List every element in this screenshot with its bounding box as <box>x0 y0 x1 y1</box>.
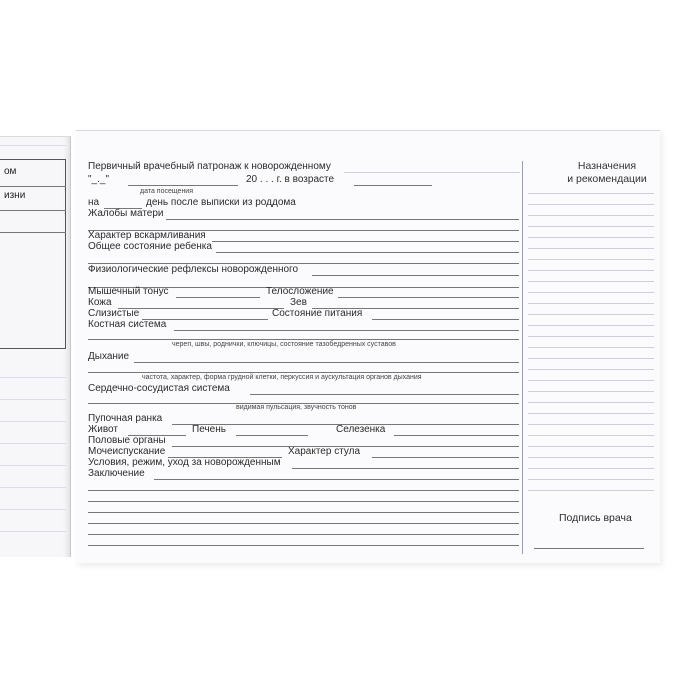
header-fill-line[interactable] <box>344 172 520 173</box>
ruled-line <box>0 443 66 444</box>
after-discharge-label: день после выписки из роддома <box>146 197 296 208</box>
spleen-fill-line[interactable] <box>394 435 519 436</box>
complaints-label: Жалобы матери <box>88 208 164 219</box>
general-condition-label: Общее состояние ребенка <box>88 241 212 252</box>
fill-line[interactable] <box>88 372 519 373</box>
reflexes-label: Физиологические рефлексы новорожденного <box>88 264 299 275</box>
ruled-line <box>0 465 66 466</box>
form-page <box>76 130 660 563</box>
left-page <box>0 136 71 557</box>
cardio-label: Сердечно-сосудистая система <box>88 383 230 394</box>
conclusion-fill-line[interactable] <box>154 479 519 480</box>
conditions-label: Условия, режим, уход за новорожденным <box>88 457 281 468</box>
reflexes-fill-line[interactable] <box>312 275 519 276</box>
recommendation-rule <box>528 424 654 425</box>
recommendations-heading <box>546 160 668 186</box>
muscle-tone-label: Мышечный тонус <box>88 286 169 297</box>
date-prefix: "_._" <box>88 174 110 185</box>
recommendation-rule <box>528 413 654 414</box>
year-age-label: 20 . . . г. в возрасте <box>246 174 335 185</box>
ruled-line <box>0 377 66 378</box>
muscle-tone-fill-line[interactable] <box>176 297 260 298</box>
fill-line[interactable] <box>88 534 519 535</box>
recommendation-rule <box>528 490 654 491</box>
pharynx-label: Зев <box>290 297 307 308</box>
recommendation-rule <box>528 270 654 271</box>
recommendation-rule <box>528 193 654 194</box>
recommendation-rule <box>528 215 654 216</box>
liver-label: Печень <box>192 424 226 435</box>
age-fill-line[interactable] <box>354 185 432 186</box>
umbilical-label: Пупочная ранка <box>88 413 163 424</box>
table-line <box>0 210 66 211</box>
recommendation-rule <box>528 204 654 205</box>
recommendation-rule <box>528 358 654 359</box>
recommendation-rule <box>528 259 654 260</box>
general-condition-fill-line[interactable] <box>216 252 519 253</box>
skin-label: Кожа <box>88 297 112 308</box>
complaints-fill-line[interactable] <box>166 219 519 220</box>
cardio-fill-line[interactable] <box>250 394 519 395</box>
recommendation-rule <box>528 336 654 337</box>
left-page-text: ом <box>4 166 17 177</box>
recommendation-rule <box>528 281 654 282</box>
bones-caption: череп, швы, роднички, ключицы, состояние тазобедренных суставов <box>172 341 396 348</box>
fill-line[interactable] <box>88 545 519 546</box>
recommendation-rule <box>528 314 654 315</box>
date-fill-line[interactable] <box>128 185 238 186</box>
breathing-fill-line[interactable] <box>134 362 519 363</box>
fill-line[interactable] <box>88 490 519 491</box>
build-fill-line[interactable] <box>338 297 519 298</box>
liver-fill-line[interactable] <box>236 435 308 436</box>
recommendation-rule <box>528 457 654 458</box>
recommendation-rule <box>528 446 654 447</box>
recommendation-rule <box>528 380 654 381</box>
recommendation-rule <box>528 468 654 469</box>
table-line <box>0 232 66 233</box>
feeding-fill-line[interactable] <box>212 241 519 242</box>
ruled-line <box>0 399 66 400</box>
signature-label: Подпись врача <box>559 512 632 524</box>
recommendation-rule <box>528 435 654 436</box>
stool-label: Характер стула <box>288 446 361 457</box>
build-label: Телосложение <box>266 286 334 297</box>
fill-line[interactable] <box>88 501 519 502</box>
date-caption: дата посещения <box>140 188 194 195</box>
fill-line[interactable] <box>88 512 519 513</box>
table-line <box>0 186 66 187</box>
recommendation-rule <box>528 347 654 348</box>
recommendation-rule <box>528 226 654 227</box>
conditions-fill-line[interactable] <box>292 468 519 469</box>
recommendation-rule <box>528 292 654 293</box>
left-page-text: изни <box>4 190 26 201</box>
recommendation-rule <box>528 248 654 249</box>
fill-line[interactable] <box>88 523 519 524</box>
abdomen-label: Живот <box>88 424 118 435</box>
nutrition-label: Состояние питания <box>272 308 363 319</box>
bones-label: Костная система <box>88 319 167 330</box>
stool-fill-line[interactable] <box>372 457 519 458</box>
nutrition-fill-line[interactable] <box>372 319 519 320</box>
spleen-label: Селезенка <box>336 424 386 435</box>
recommendation-rule <box>528 325 654 326</box>
on-label: на <box>88 197 100 208</box>
mucosa-label: Слизистые <box>88 308 140 319</box>
ruled-line <box>0 509 66 510</box>
recommendation-rule <box>528 303 654 304</box>
recommendation-rule <box>528 391 654 392</box>
breathing-label: Дыхание <box>88 351 130 362</box>
skin-fill-line[interactable] <box>118 308 284 309</box>
ruled-line <box>0 531 66 532</box>
left-page-table <box>0 159 66 349</box>
breathing-caption: частота, характер, форма грудной клетки, перкуссия и аускультация органов дыхания <box>142 374 422 381</box>
ruled-line <box>0 487 66 488</box>
recommendation-rule <box>528 479 654 480</box>
recommendations-heading-line1: Назначения <box>577 160 637 172</box>
ruled-line <box>0 145 66 146</box>
cardio-caption: видимая пульсация, звучность тонов <box>236 404 357 411</box>
urination-label: Мочеиспускание <box>88 446 166 457</box>
ruled-line <box>0 421 66 422</box>
bones-fill-line[interactable] <box>174 330 519 331</box>
fill-line[interactable] <box>88 339 519 340</box>
recommendation-rule <box>528 402 654 403</box>
conclusion-label: Заключение <box>88 468 145 479</box>
genitals-label: Половые органы <box>88 435 166 446</box>
signature-fill-line[interactable] <box>534 548 644 549</box>
column-divider <box>522 161 523 554</box>
recommendation-rule <box>528 237 654 238</box>
feeding-label: Характер вскармливания <box>88 230 206 241</box>
recommendation-rule <box>528 369 654 370</box>
recommendations-heading-line2: и рекомендации <box>567 173 647 185</box>
form-header: Первичный врачебный патронаж к новорожденному <box>88 161 331 172</box>
